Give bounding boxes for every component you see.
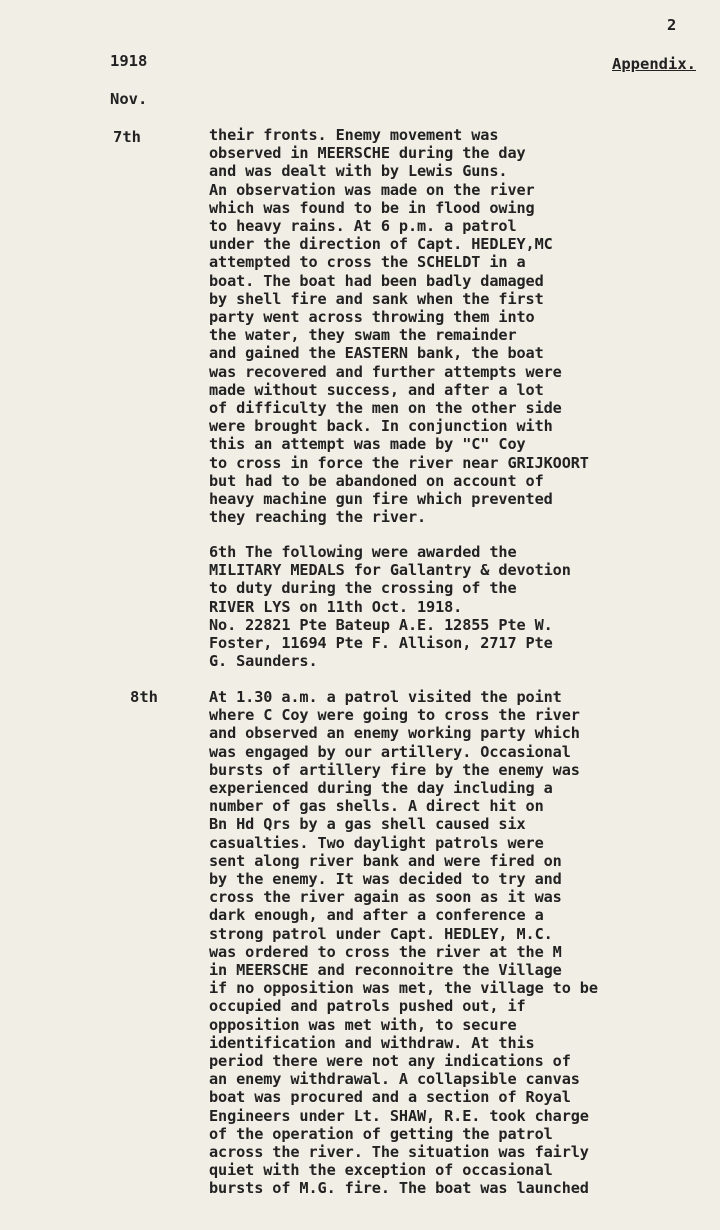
- text-line: under the direction of Capt. HEDLEY,MC: [209, 235, 553, 254]
- text-line: Engineers under Lt. SHAW, R.E. took charge: [209, 1106, 589, 1125]
- text-line: was ordered to cross the river at the M: [209, 942, 562, 961]
- text-line: RIVER LYS on 11th Oct. 1918.: [209, 597, 463, 616]
- text-line: to cross in force the river near GRIJKOORT: [209, 453, 589, 472]
- text-line: No. 22821 Pte Bateup A.E. 12855 Pte W.: [209, 615, 553, 634]
- text-line: by shell fire and sank when the first: [209, 289, 544, 308]
- text-line: if no opposition was met, the village to be: [209, 979, 598, 998]
- appendix-heading: Appendix.: [612, 55, 696, 73]
- text-line: was engaged by our artillery. Occasional: [209, 742, 571, 761]
- text-line: an enemy withdrawal. A collapsible canvas: [209, 1070, 580, 1089]
- text-line: period there were not any indications of: [209, 1052, 571, 1071]
- entry-date-7th: 7th: [113, 128, 141, 146]
- text-line: experienced during the day including a: [209, 779, 553, 798]
- diary-entry-8th: [209, 688, 598, 1198]
- text-line: sent along river bank and were fired on: [209, 851, 562, 870]
- year-label: 1918: [110, 52, 148, 70]
- text-line: An observation was made on the river: [209, 180, 535, 199]
- text-line: dark enough, and after a conference a: [209, 906, 544, 925]
- text-line: cross the river again as soon as it was: [209, 888, 562, 907]
- text-line: were brought back. In conjunction with: [209, 417, 553, 436]
- text-line: heavy machine gun fire which prevented: [209, 490, 553, 509]
- text-line: to heavy rains. At 6 p.m. a patrol: [209, 217, 517, 236]
- text-line: boat. The boat had been badly damaged: [209, 271, 544, 290]
- text-line: and gained the EASTERN bank, the boat: [209, 344, 544, 363]
- text-line: they reaching the river.: [209, 508, 427, 527]
- text-line: identification and withdraw. At this: [209, 1033, 535, 1052]
- month-label: Nov.: [110, 90, 148, 108]
- text-line: At 1.30 a.m. a patrol visited the point: [209, 688, 562, 706]
- text-line: Bn Hd Qrs by a gas shell caused six: [209, 815, 526, 834]
- text-line: strong patrol under Capt. HEDLEY, M.C.: [209, 924, 553, 943]
- text-line: by the enemy. It was decided to try and: [209, 870, 562, 889]
- text-line: G. Saunders.: [209, 652, 318, 671]
- text-line: opposition was met with, to secure: [209, 1015, 517, 1034]
- text-line: observed in MEERSCHE during the day: [209, 144, 526, 163]
- diary-entry-medals: [209, 543, 571, 670]
- text-line: attempted to cross the SCHELDT in a: [209, 253, 526, 272]
- text-line: to duty during the crossing of the: [209, 579, 517, 598]
- text-line: boat was procured and a section of Royal: [209, 1088, 571, 1107]
- text-line: number of gas shells. A direct hit on: [209, 797, 544, 816]
- text-line: 6th The following were awarded the: [209, 543, 517, 561]
- text-line: and observed an enemy working party which: [209, 724, 580, 743]
- text-line: the water, they swam the remainder: [209, 326, 517, 345]
- text-line: quiet with the exception of occasional: [209, 1161, 553, 1180]
- text-line: casualties. Two daylight patrols were: [209, 833, 544, 852]
- text-line: occupied and patrols pushed out, if: [209, 997, 526, 1016]
- text-line: made without success, and after a lot: [209, 380, 544, 399]
- text-line: was recovered and further attempts were: [209, 362, 562, 381]
- text-line: this an attempt was made by "C" Coy: [209, 435, 526, 454]
- text-line: Foster, 11694 Pte F. Allison, 2717 Pte: [209, 634, 553, 653]
- text-line: and was dealt with by Lewis Guns.: [209, 162, 508, 181]
- entry-date-8th: 8th: [130, 688, 158, 706]
- text-line: where C Coy were going to cross the river: [209, 706, 580, 725]
- text-line: MILITARY MEDALS for Gallantry & devotion: [209, 561, 571, 580]
- text-line: of difficulty the men on the other side: [209, 399, 562, 418]
- text-line: in MEERSCHE and reconnoitre the Village: [209, 961, 562, 980]
- text-line: across the river. The situation was fairly: [209, 1143, 589, 1162]
- text-line: but had to be abandoned on account of: [209, 471, 544, 490]
- page-number: 2: [667, 16, 677, 34]
- text-line: party went across throwing them into: [209, 308, 535, 327]
- text-line: bursts of artillery fire by the enemy was: [209, 760, 580, 779]
- text-line: of the operation of getting the patrol: [209, 1124, 553, 1143]
- diary-entry-7th: [209, 126, 589, 526]
- text-line: which was found to be in flood owing: [209, 198, 535, 217]
- text-line: their fronts. Enemy movement was: [209, 126, 499, 144]
- text-line: bursts of M.G. fire. The boat was launched: [209, 1179, 589, 1198]
